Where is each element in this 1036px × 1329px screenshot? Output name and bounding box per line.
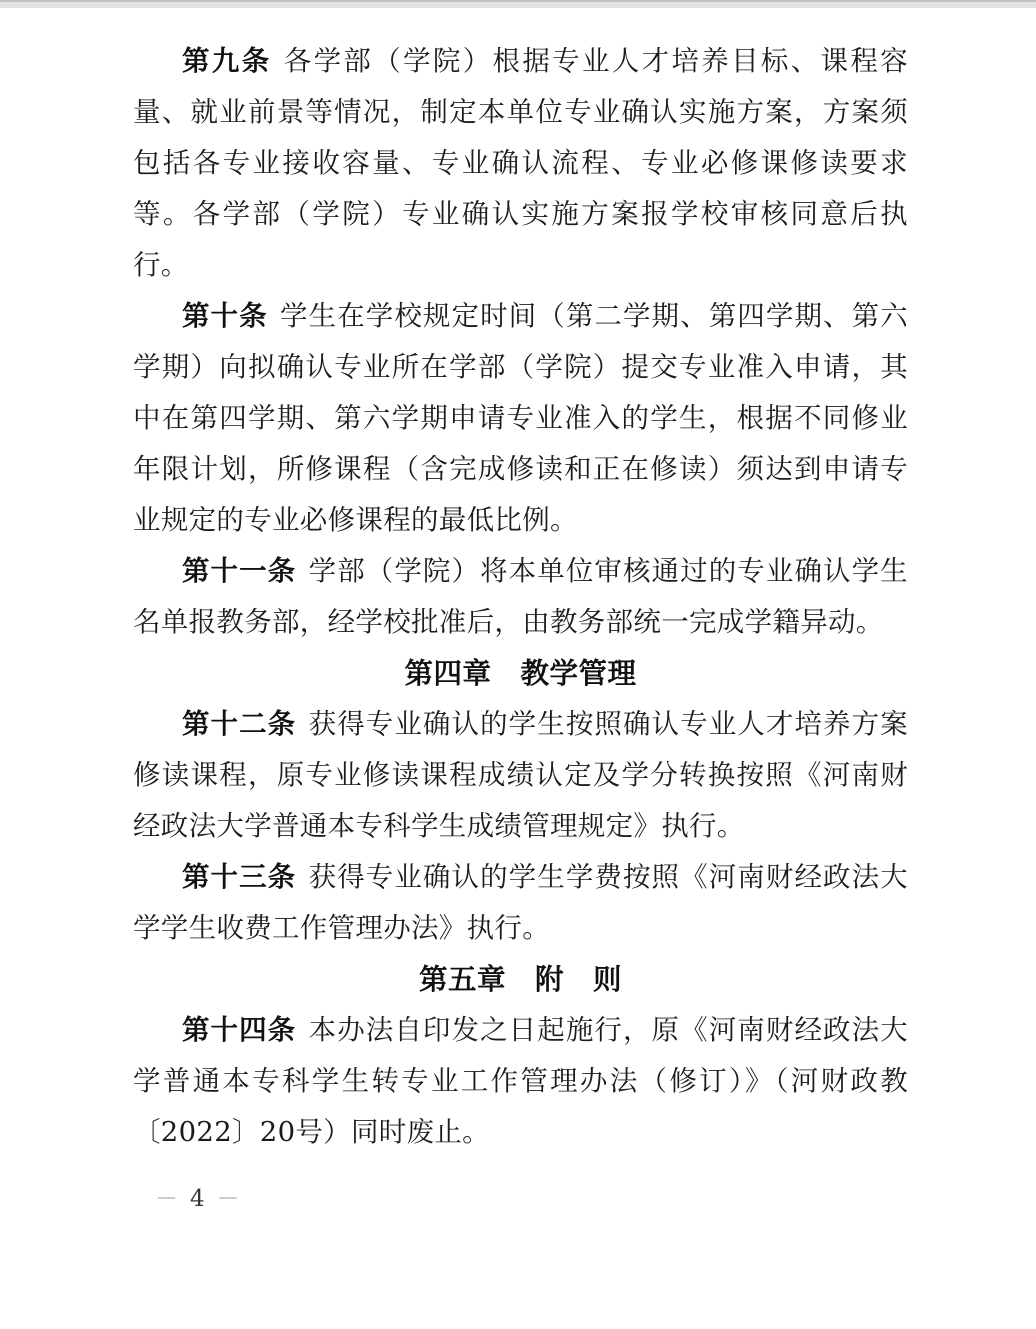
paragraph-article-14 [133, 1005, 908, 1158]
paragraph-article-13 [133, 852, 908, 954]
article-9-lead: 第九条 [181, 45, 272, 77]
article-12-text: 获得专业确认的学生按照确认专业人才培养方案修读课程，原专业修读课程成绩认定及学分转换按照《河南财经政法大学普通本专科学生成绩管理规定》执行。 [133, 708, 908, 842]
page-number [133, 1184, 908, 1214]
page-number-dash-left: － [155, 1186, 178, 1212]
paragraph-article-11 [133, 546, 908, 648]
chapter-heading-5: 第五章 附 则 [418, 963, 622, 996]
article-11-lead: 第十一条 [181, 555, 297, 587]
paragraph-article-12 [133, 699, 908, 852]
paragraph-article-9 [133, 36, 908, 291]
article-13-lead: 第十三条 [181, 861, 297, 893]
page-number-value: 4 [190, 1186, 205, 1212]
article-13-text: 获得专业确认的学生学费按照《河南财经政法大学学生收费工作管理办法》执行。 [133, 861, 908, 944]
paragraph-article-10 [133, 291, 908, 546]
article-11-text: 学部（学院）将本单位审核通过的专业确认学生名单报教务部，经学校批准后，由教务部统一完成学籍异动。 [133, 555, 908, 638]
article-9-text: 各学部（学院）根据专业人才培养目标、课程容量、就业前景等情况，制定本单位专业确认实施方案，方案须包括各专业接收容量、专业确认流程、专业必修课修读要求等。各学部（学院）专业确认实施方案报学校审核同意后执行。 [133, 45, 908, 281]
article-10-lead: 第十条 [181, 300, 268, 332]
page-number-dash-right: － [216, 1186, 240, 1212]
article-10-text: 学生在学校规定时间（第二学期、第四学期、第六学期）向拟确认专业所在学部（学院）提交专业准入申请，其中在第四学期、第六学期申请专业准入的学生，根据不同修业年限计划，所修课程（含完成修读和正在修读）须达到申请专业规定的专业必修课程的最低比例。 [133, 300, 908, 536]
article-14-lead: 第十四条 [181, 1014, 297, 1046]
article-12-lead: 第十二条 [181, 708, 297, 740]
article-14-text: 本办法自印发之日起施行，原《河南财经政法大学普通本专科学生转专业工作管理办法（修订）》（河财政教〔2022〕20号）同时废止。 [133, 1014, 908, 1148]
scan-edge-band [0, 0, 1036, 8]
chapter-heading-4: 第四章 教学管理 [404, 657, 637, 690]
document-page [133, 36, 908, 1214]
